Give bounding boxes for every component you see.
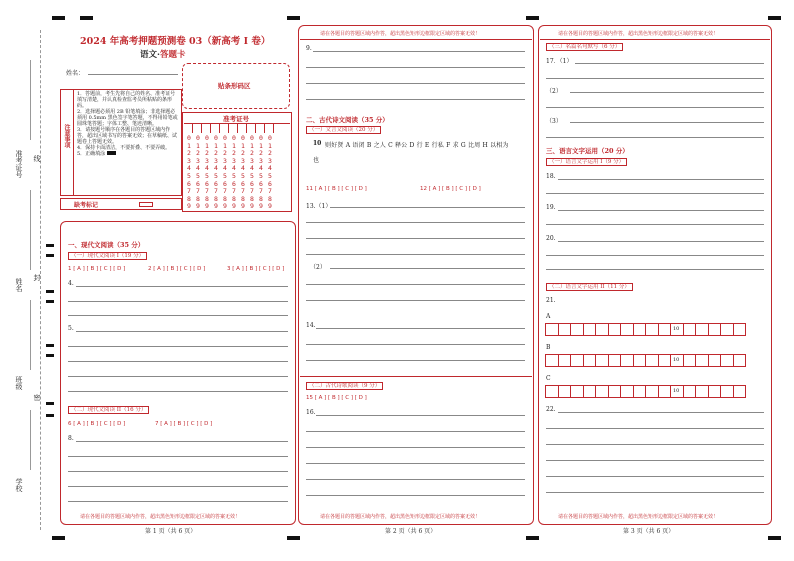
- timing-mark: [768, 16, 781, 20]
- digit-bubble[interactable]: 9: [196, 202, 200, 211]
- digit-bubble[interactable]: 4: [214, 164, 218, 173]
- absent-label: 缺考标记: [74, 202, 99, 209]
- exam-no-label: 准考证号: [223, 115, 249, 123]
- digit-bubble[interactable]: 6: [268, 179, 272, 188]
- timing-mark: [46, 414, 54, 417]
- answer-line[interactable]: [306, 67, 525, 68]
- digit-bubble[interactable]: 2: [250, 149, 254, 158]
- answer-panel-2: [298, 25, 534, 525]
- digit-bubble[interactable]: 8: [268, 194, 272, 203]
- digit-bubble[interactable]: 5: [205, 171, 209, 180]
- digit-bubble[interactable]: 7: [196, 187, 200, 196]
- question-21-label: 21.: [546, 297, 556, 304]
- section-title: 三、语言文字运用（20 分）: [546, 147, 629, 155]
- question-16-label: 16.: [306, 409, 316, 416]
- digit-bubble[interactable]: 0: [187, 134, 191, 142]
- answer-line[interactable]: [306, 300, 525, 301]
- digit-bubble[interactable]: 0: [250, 134, 254, 142]
- timing-mark: [46, 354, 54, 357]
- choice-row-6[interactable]: 6 [ A ] [ B ] [ C ] [ D ]: [68, 421, 126, 427]
- timing-mark: [526, 536, 539, 540]
- digit-bubble[interactable]: 7: [223, 187, 227, 196]
- timing-mark: [52, 16, 65, 20]
- exam-no-write-cell[interactable]: [184, 123, 193, 133]
- question-9-label: 9.: [306, 45, 312, 52]
- timing-mark: [526, 16, 539, 20]
- sidebar-fill-line: [20, 300, 31, 370]
- digit-bubble[interactable]: 0: [196, 134, 200, 142]
- notice-item: 4．保持卡面清洁，不要折叠、不要弄破。: [77, 145, 171, 151]
- notice-label: 注意事项: [63, 124, 70, 148]
- digit-bubble[interactable]: 4: [250, 164, 254, 173]
- sidebar-fill-line: [20, 190, 31, 270]
- notice-item: 2．选择题必须用 2B 铅笔填涂；非选择题必须用 0.5mm 黑色签字笔答题，不得用铅笔或圆珠笔答题；字体工整、笔迹清晰。: [77, 109, 178, 127]
- question-17-part2-label: （2）: [546, 88, 562, 95]
- answer-line[interactable]: [68, 456, 288, 457]
- absent-checkbox[interactable]: [139, 202, 153, 207]
- digit-bubble[interactable]: 9: [187, 202, 191, 211]
- answer-line[interactable]: [68, 486, 288, 487]
- question-18-label: 18.: [546, 173, 556, 180]
- answer-line[interactable]: [316, 415, 525, 416]
- digit-bubble[interactable]: 7: [232, 187, 236, 196]
- digit-bubble[interactable]: 3: [196, 156, 200, 165]
- digit-bubble[interactable]: 8: [259, 194, 263, 203]
- digit-bubble[interactable]: 4: [205, 164, 209, 173]
- answer-line[interactable]: [558, 412, 764, 413]
- answer-line[interactable]: [306, 360, 525, 361]
- warning-text: 请在各题目的答题区域内作答，超出黑色矩形边框限定区域的答案无效！: [558, 31, 719, 37]
- subsection-tag: （二）语言文字运用 II（11 分）: [546, 283, 633, 291]
- choice-row-12[interactable]: 12 [ A ] [ B ] [ C ] [ D ]: [420, 186, 481, 192]
- digit-bubble[interactable]: 0: [223, 134, 227, 142]
- answer-line[interactable]: [558, 179, 764, 180]
- notice-item: 3．请按题号顺序在各题目的答题区域内作答，超出区域书写的答案无效；在草稿纸、试题卷上答题无效。: [77, 127, 178, 145]
- digit-bubble[interactable]: 1: [268, 141, 272, 150]
- choice-row-2[interactable]: 2 [ A ] [ B ] [ C ] [ D ]: [148, 266, 206, 272]
- digit-bubble[interactable]: 8: [196, 194, 200, 203]
- notice-list: [77, 91, 179, 157]
- answer-line[interactable]: [570, 92, 764, 93]
- sidebar-class-label: 班级: [15, 376, 23, 390]
- answer-line[interactable]: [68, 315, 288, 316]
- answer-line[interactable]: [68, 501, 288, 502]
- question-17-label: 17．（1）: [546, 58, 573, 65]
- answer-line[interactable]: [546, 444, 764, 445]
- answer-line[interactable]: [546, 137, 764, 138]
- digit-bubble[interactable]: 7: [250, 187, 254, 196]
- choice-row-15[interactable]: 15 [ A ] [ B ] [ C ] [ D ]: [306, 395, 367, 401]
- exam-no-write-cell[interactable]: [193, 123, 202, 133]
- digit-bubble[interactable]: 3: [187, 156, 191, 165]
- answer-line[interactable]: [306, 83, 525, 84]
- card-label: 答题卡: [159, 50, 186, 60]
- digit-bubble[interactable]: 6: [187, 179, 191, 188]
- digit-bubble[interactable]: 3: [241, 156, 245, 165]
- exam-no-write-cell[interactable]: [238, 123, 247, 133]
- digit-bubble[interactable]: 7: [187, 187, 191, 196]
- answer-line[interactable]: [546, 224, 764, 225]
- digit-bubble[interactable]: 1: [241, 141, 245, 150]
- digit-bubble[interactable]: 6: [196, 179, 200, 188]
- digit-bubble[interactable]: 4: [259, 164, 263, 173]
- row-label-a: A: [546, 313, 551, 320]
- row-label-b: B: [546, 344, 551, 351]
- digit-bubble[interactable]: 0: [214, 134, 218, 142]
- digit-bubble[interactable]: 6: [232, 179, 236, 188]
- digit-bubble[interactable]: 2: [205, 149, 209, 158]
- digit-bubble[interactable]: 6: [250, 179, 254, 188]
- timing-mark: [768, 536, 781, 540]
- answer-line[interactable]: [76, 286, 288, 287]
- digit-bubble[interactable]: 9: [259, 202, 263, 211]
- answer-line[interactable]: [306, 479, 525, 480]
- subsection-tag: （一）语言文字运用 I（9 分）: [546, 158, 627, 166]
- answer-line[interactable]: [570, 122, 764, 123]
- question-4-label: 4.: [68, 280, 74, 287]
- question-13-part2-label: （2）: [310, 264, 326, 271]
- digit-bubble[interactable]: 6: [205, 179, 209, 188]
- digit-bubble[interactable]: 5: [196, 171, 200, 180]
- separator: ·: [157, 50, 160, 60]
- answer-line[interactable]: [546, 428, 764, 429]
- answer-line[interactable]: [306, 344, 525, 345]
- answer-line[interactable]: [316, 328, 525, 329]
- digit-bubble[interactable]: 0: [241, 134, 245, 142]
- digit-bubble[interactable]: 8: [187, 194, 191, 203]
- digit-bubble[interactable]: 2: [196, 149, 200, 158]
- exam-no-write-cell[interactable]: [202, 123, 211, 133]
- digit-bubble[interactable]: 6: [259, 179, 263, 188]
- sidebar-exam-no-label: 准考证号: [15, 150, 23, 178]
- digit-bubble[interactable]: 2: [214, 149, 218, 158]
- digit-bubble[interactable]: 5: [268, 171, 272, 180]
- question-19-label: 19.: [546, 204, 556, 211]
- digit-bubble[interactable]: 8: [214, 194, 218, 203]
- answer-line[interactable]: [558, 210, 764, 211]
- answer-line[interactable]: [558, 241, 764, 242]
- question-10-number: 10: [313, 140, 322, 147]
- question-8-label: 8.: [68, 435, 74, 442]
- question-14-label: 14.: [306, 322, 316, 329]
- warning-text: 请在各题目的答题区域内作答，超出黑色矩形边框限定区域的答案无效！: [320, 31, 481, 37]
- question-22-label: 22.: [546, 406, 556, 413]
- digit-bubble[interactable]: 5: [250, 171, 254, 180]
- answer-line[interactable]: [313, 51, 525, 52]
- name-label: 姓名：: [66, 70, 85, 77]
- answer-line[interactable]: [546, 193, 764, 194]
- writing-cells-b[interactable]: [546, 354, 746, 367]
- question-5-label: 5.: [68, 325, 74, 332]
- choice-row-7[interactable]: 7 [ A ] [ B ] [ C ] [ D ]: [155, 421, 213, 427]
- digit-bubble[interactable]: 2: [241, 149, 245, 158]
- digit-bubble[interactable]: 2: [268, 149, 272, 158]
- timing-mark: [46, 344, 54, 347]
- answer-line[interactable]: [76, 441, 288, 442]
- digit-bubble[interactable]: 1: [205, 141, 209, 150]
- name-field[interactable]: [88, 74, 178, 75]
- cell-count-mark: 10: [673, 326, 680, 332]
- exam-no-write-cell[interactable]: [211, 123, 220, 133]
- digit-bubble[interactable]: 4: [196, 164, 200, 173]
- answer-line[interactable]: [68, 346, 288, 347]
- timing-mark: [46, 244, 54, 247]
- sidebar-school-label: 学校: [15, 478, 23, 492]
- answer-line[interactable]: [546, 255, 764, 256]
- sidebar-dense-label: 密: [33, 394, 41, 401]
- digit-bubble[interactable]: 3: [250, 156, 254, 165]
- exam-no-digit-grid[interactable]: [185, 135, 274, 211]
- answer-panel-3: [538, 25, 772, 525]
- sidebar-fill-line: [20, 60, 31, 140]
- writing-cells-a[interactable]: [546, 323, 746, 336]
- answer-line[interactable]: [306, 254, 525, 255]
- digit-bubble[interactable]: 7: [259, 187, 263, 196]
- answer-line[interactable]: [68, 471, 288, 472]
- exam-no-write-cell[interactable]: [247, 123, 256, 133]
- answer-line[interactable]: [68, 301, 288, 302]
- subsection-tag: （三）名篇名句默写（6 分）: [546, 43, 623, 51]
- digit-bubble[interactable]: 1: [214, 141, 218, 150]
- digit-bubble[interactable]: 9: [268, 202, 272, 211]
- digit-bubble[interactable]: 5: [214, 171, 218, 180]
- digit-bubble[interactable]: 2: [187, 149, 191, 158]
- answer-line[interactable]: [306, 495, 525, 496]
- digit-bubble[interactable]: 4: [232, 164, 236, 173]
- question-10-tail: 也: [313, 157, 320, 164]
- page-footer: 第 3 页（共 6 页）: [623, 528, 675, 535]
- digit-bubble[interactable]: 1: [196, 141, 200, 150]
- answer-line[interactable]: [306, 431, 525, 432]
- answer-line[interactable]: [306, 463, 525, 464]
- cell-count-mark: 10: [673, 357, 680, 363]
- answer-line[interactable]: [306, 99, 525, 100]
- digit-bubble[interactable]: 4: [241, 164, 245, 173]
- digit-bubble[interactable]: 4: [268, 164, 272, 173]
- digit-bubble[interactable]: 2: [259, 149, 263, 158]
- question-13-label: 13.（1）: [306, 203, 332, 210]
- exam-no-write-cell[interactable]: [265, 123, 274, 133]
- digit-bubble[interactable]: 5: [223, 171, 227, 180]
- timing-mark: [52, 536, 65, 540]
- cell-count-mark: 10: [673, 388, 680, 394]
- digit-bubble[interactable]: 3: [259, 156, 263, 165]
- digit-bubble[interactable]: 5: [259, 171, 263, 180]
- subsection-tag: （二）古代诗歌阅读（9 分）: [306, 382, 383, 390]
- answer-line[interactable]: [76, 331, 288, 332]
- warning-text: 请在各题目的答题区域内作答，超出黑色矩形边框限定区域的答案无效！: [320, 514, 481, 520]
- digit-bubble[interactable]: 3: [205, 156, 209, 165]
- digit-bubble[interactable]: 7: [241, 187, 245, 196]
- digit-bubble[interactable]: 8: [250, 194, 254, 203]
- answer-line[interactable]: [306, 447, 525, 448]
- exam-no-write-cell[interactable]: [220, 123, 229, 133]
- page-footer: 第 2 页（共 6 页）: [385, 528, 437, 535]
- answer-line[interactable]: [306, 238, 525, 239]
- section-title: 一、现代文阅读（35 分）: [68, 241, 145, 249]
- exam-no-write-cells: [184, 123, 290, 133]
- timing-mark: [287, 16, 300, 20]
- digit-bubble[interactable]: 3: [268, 156, 272, 165]
- choice-row-1[interactable]: 1 [ A ] [ B ] [ C ] [ D ]: [68, 266, 126, 272]
- answer-line[interactable]: [546, 78, 764, 79]
- digit-bubble[interactable]: 9: [223, 202, 227, 211]
- digit-bubble[interactable]: 8: [241, 194, 245, 203]
- answer-line[interactable]: [546, 269, 764, 270]
- question-10-text[interactable]: 则好贤 A 语闭 B 之人 C 释公 D 行 E 行私 F 求 G 比周 H 以相为: [325, 142, 509, 149]
- digit-bubble[interactable]: 0: [205, 134, 209, 142]
- digit-bubble[interactable]: 9: [205, 202, 209, 211]
- digit-bubble[interactable]: 6: [241, 179, 245, 188]
- digit-bubble[interactable]: 1: [187, 141, 191, 150]
- answer-line[interactable]: [68, 391, 288, 392]
- answer-line[interactable]: [68, 376, 288, 377]
- page-footer: 第 1 页（共 6 页）: [145, 528, 197, 535]
- notice-item: 1．答题前，考生先将自己的姓名、准考证号填写清楚，并认真检查监考员所粘贴的条形码。: [77, 91, 176, 109]
- warning-text: 请在各题目的答题区域内作答，超出黑色矩形边框限定区域的答案无效！: [558, 514, 719, 520]
- sidebar-fill-line: [20, 410, 31, 470]
- answer-line[interactable]: [575, 63, 764, 64]
- page-title: 2024 年高考押题预测卷 03（新高考 I 卷）: [80, 36, 271, 47]
- digit-bubble[interactable]: 1: [223, 141, 227, 150]
- digit-bubble[interactable]: 9: [214, 202, 218, 211]
- digit-bubble[interactable]: 0: [232, 134, 236, 142]
- question-20-label: 20.: [546, 235, 556, 242]
- digit-bubble[interactable]: 5: [241, 171, 245, 180]
- digit-bubble[interactable]: 7: [214, 187, 218, 196]
- digit-bubble[interactable]: 4: [223, 164, 227, 173]
- digit-bubble[interactable]: 2: [232, 149, 236, 158]
- exam-no-write-cell[interactable]: [229, 123, 238, 133]
- barcode-label: 贴条形码区: [218, 82, 251, 90]
- choice-row-3[interactable]: 3 [ A ] [ B ] [ C ] [ D ]: [227, 266, 285, 272]
- answer-line[interactable]: [330, 268, 525, 269]
- timing-mark: [46, 254, 54, 257]
- exam-no-write-cell[interactable]: [256, 123, 265, 133]
- subtitle: [140, 48, 186, 60]
- warning-text: 请在各题目的答题区域内作答，超出黑色矩形边框限定区域的答案无效！: [80, 514, 241, 520]
- timing-mark: [46, 402, 54, 405]
- notice-item: 5．正确填涂: [77, 151, 179, 157]
- digit-bubble[interactable]: 0: [259, 134, 263, 142]
- digit-bubble[interactable]: 4: [187, 164, 191, 173]
- answer-line[interactable]: [330, 207, 525, 208]
- timing-mark: [46, 300, 54, 303]
- subsection-tag: （二）现代文阅读 II（16 分）: [68, 406, 149, 414]
- digit-bubble[interactable]: 1: [250, 141, 254, 150]
- digit-bubble[interactable]: 2: [223, 149, 227, 158]
- digit-bubble[interactable]: 9: [232, 202, 236, 211]
- choice-row-11[interactable]: 11 [ A ] [ B ] [ C ] [ D ]: [306, 186, 367, 192]
- digit-bubble[interactable]: 1: [232, 141, 236, 150]
- digit-bubble[interactable]: 8: [223, 194, 227, 203]
- digit-bubble[interactable]: 5: [187, 171, 191, 180]
- digit-bubble[interactable]: 9: [241, 202, 245, 211]
- sidebar-seal-label: 封: [33, 274, 41, 281]
- subject: 语文: [140, 50, 158, 60]
- question-17-part3-label: （3）: [546, 118, 562, 125]
- digit-bubble[interactable]: 0: [268, 134, 272, 142]
- sidebar-line-label: 线: [33, 155, 41, 162]
- answer-line[interactable]: [546, 476, 764, 477]
- section-title: 二、古代诗文阅读（35 分）: [306, 116, 389, 124]
- digit-bubble[interactable]: 6: [223, 179, 227, 188]
- answer-line[interactable]: [546, 460, 764, 461]
- digit-bubble[interactable]: 3: [232, 156, 236, 165]
- digit-bubble[interactable]: 8: [232, 194, 236, 203]
- answer-line[interactable]: [546, 492, 764, 493]
- timing-mark: [46, 290, 54, 293]
- digit-bubble[interactable]: 3: [214, 156, 218, 165]
- answer-line[interactable]: [306, 284, 525, 285]
- sidebar-name-label: 姓名: [15, 278, 23, 292]
- digit-bubble[interactable]: 1: [259, 141, 263, 150]
- digit-bubble[interactable]: 7: [268, 187, 272, 196]
- subsection-tag: （一）现代文阅读 I（19 分）: [68, 252, 147, 260]
- subsection-tag: （一）文言文阅读（20 分）: [306, 126, 381, 134]
- digit-bubble[interactable]: 6: [214, 179, 218, 188]
- answer-line[interactable]: [306, 222, 525, 223]
- digit-bubble[interactable]: 5: [232, 171, 236, 180]
- answer-line[interactable]: [68, 361, 288, 362]
- row-label-c: C: [546, 375, 551, 382]
- digit-bubble[interactable]: 8: [205, 194, 209, 203]
- timing-mark: [287, 536, 300, 540]
- answer-line[interactable]: [546, 107, 764, 108]
- digit-bubble[interactable]: 7: [205, 187, 209, 196]
- timing-mark: [80, 16, 93, 20]
- digit-bubble[interactable]: 3: [223, 156, 227, 165]
- writing-cells-c[interactable]: [546, 385, 746, 398]
- digit-bubble[interactable]: 9: [250, 202, 254, 211]
